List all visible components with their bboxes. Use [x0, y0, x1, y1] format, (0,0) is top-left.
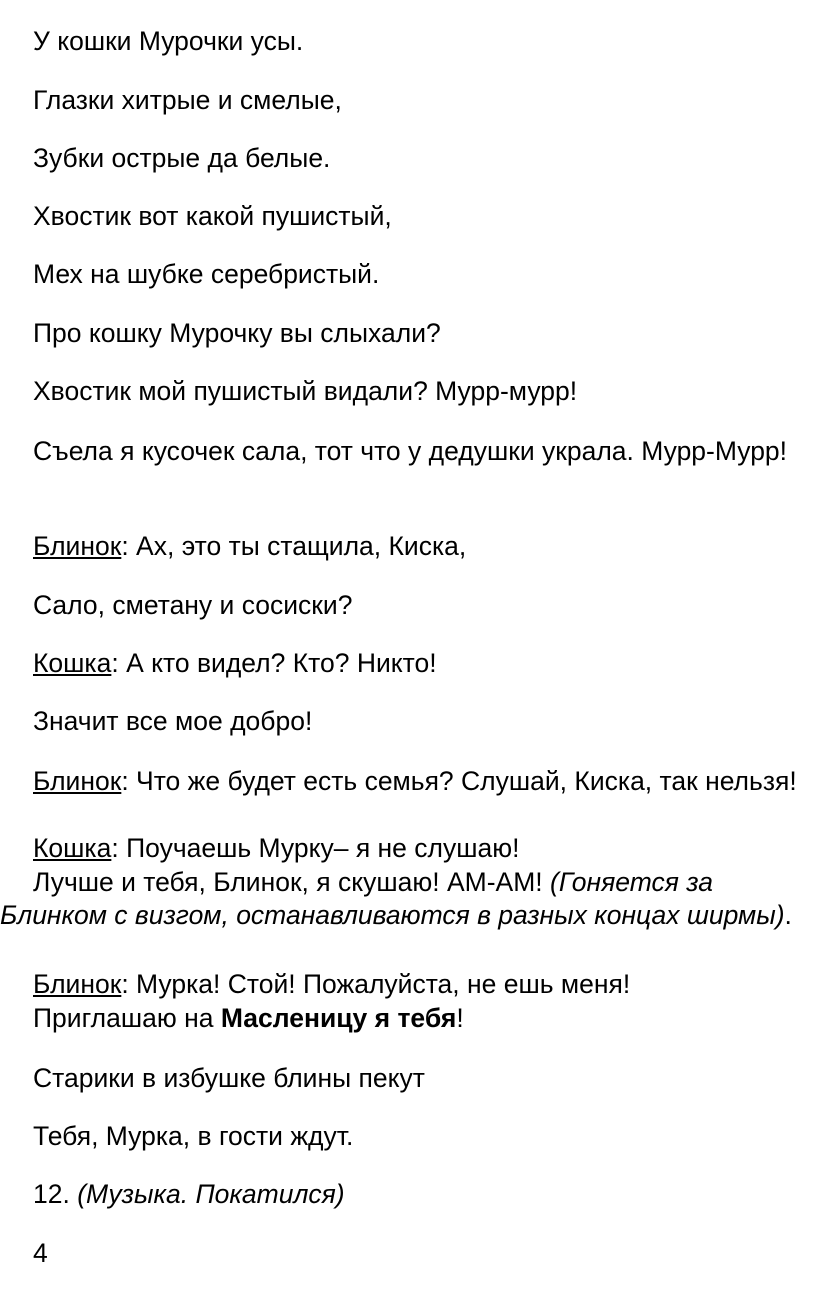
- dialogue-line-salo: Сало, сметану и сосиски?: [33, 590, 353, 620]
- speaker-name: Кошка: [33, 833, 112, 863]
- dialogue-koshka-2: [33, 832, 812, 865]
- dialogue-text: Лучше и тебя, Блинок, я скушаю! АМ-АМ!: [33, 867, 551, 897]
- dialogue-text: : Поучаешь Мурку– я не слушаю!: [111, 833, 520, 863]
- scene-12: [33, 1178, 812, 1211]
- verse-line-7: Хвостик мой пушистый видали? Мурр-мурр!: [33, 376, 578, 406]
- verse-line-1: У кошки Мурочки усы.: [33, 26, 304, 56]
- page-number: 4: [33, 1238, 48, 1268]
- dialogue-blinok-1: [33, 530, 812, 563]
- verse-line-5: Мех на шубке серебристый.: [33, 259, 380, 289]
- dialogue-text: Приглашаю на: [33, 1003, 221, 1033]
- speaker-name: Кошка: [33, 648, 112, 678]
- dialogue-text: : Мурка! Стой! Пожалуйста, не ешь меня!: [121, 969, 631, 999]
- dialogue-koshka-1: [33, 647, 812, 680]
- dialogue-line-invite: [33, 1002, 812, 1035]
- dialogue-text-end: !: [456, 1003, 464, 1033]
- stage-direction: (Музыка. Покатился): [77, 1179, 345, 1209]
- verse-line-6: Про кошку Мурочку вы слыхали?: [33, 318, 441, 348]
- dialogue-line-dobro: Значит все мое добро!: [33, 706, 313, 736]
- verse-line-4: Хвостик вот какой пушистый,: [33, 201, 392, 231]
- verse-line-8: Съела я кусочек сала, тот что у дедушки украла. Мурр-Мурр!: [33, 436, 788, 466]
- verse-line-gosti: Тебя, Мурка, в гости ждут.: [33, 1121, 354, 1151]
- dialogue-text: : Что же будет есть семья? Слушай, Киска, так нельзя!: [121, 766, 797, 796]
- verse-line-3: Зубки острые да белые.: [33, 143, 331, 173]
- dialogue-blinok-2: [0, 765, 812, 798]
- bold-text: Масленицу я тебя: [220, 1003, 457, 1033]
- dialogue-line-skushayu: [0, 866, 812, 932]
- verse-line-stariki: Старики в избушке блины пекут: [33, 1063, 425, 1093]
- dialogue-text: : А кто видел? Кто? Никто!: [111, 648, 437, 678]
- verse-line-2: Глазки хитрые и смелые,: [33, 85, 342, 115]
- speaker-name: Блинок: [33, 531, 122, 561]
- stage-direction: (Гоняется за Блинком с визгом, останавливаются в разных концах ширмы): [0, 867, 785, 930]
- speaker-name: Блинок: [33, 766, 122, 796]
- dialogue-text: : Ах, это ты стащила, Киска,: [121, 531, 467, 561]
- dialogue-text-end: .: [784, 900, 792, 930]
- dialogue-blinok-3: [33, 968, 812, 1001]
- speaker-name: Блинок: [33, 969, 122, 999]
- scene-number: 12.: [33, 1179, 78, 1209]
